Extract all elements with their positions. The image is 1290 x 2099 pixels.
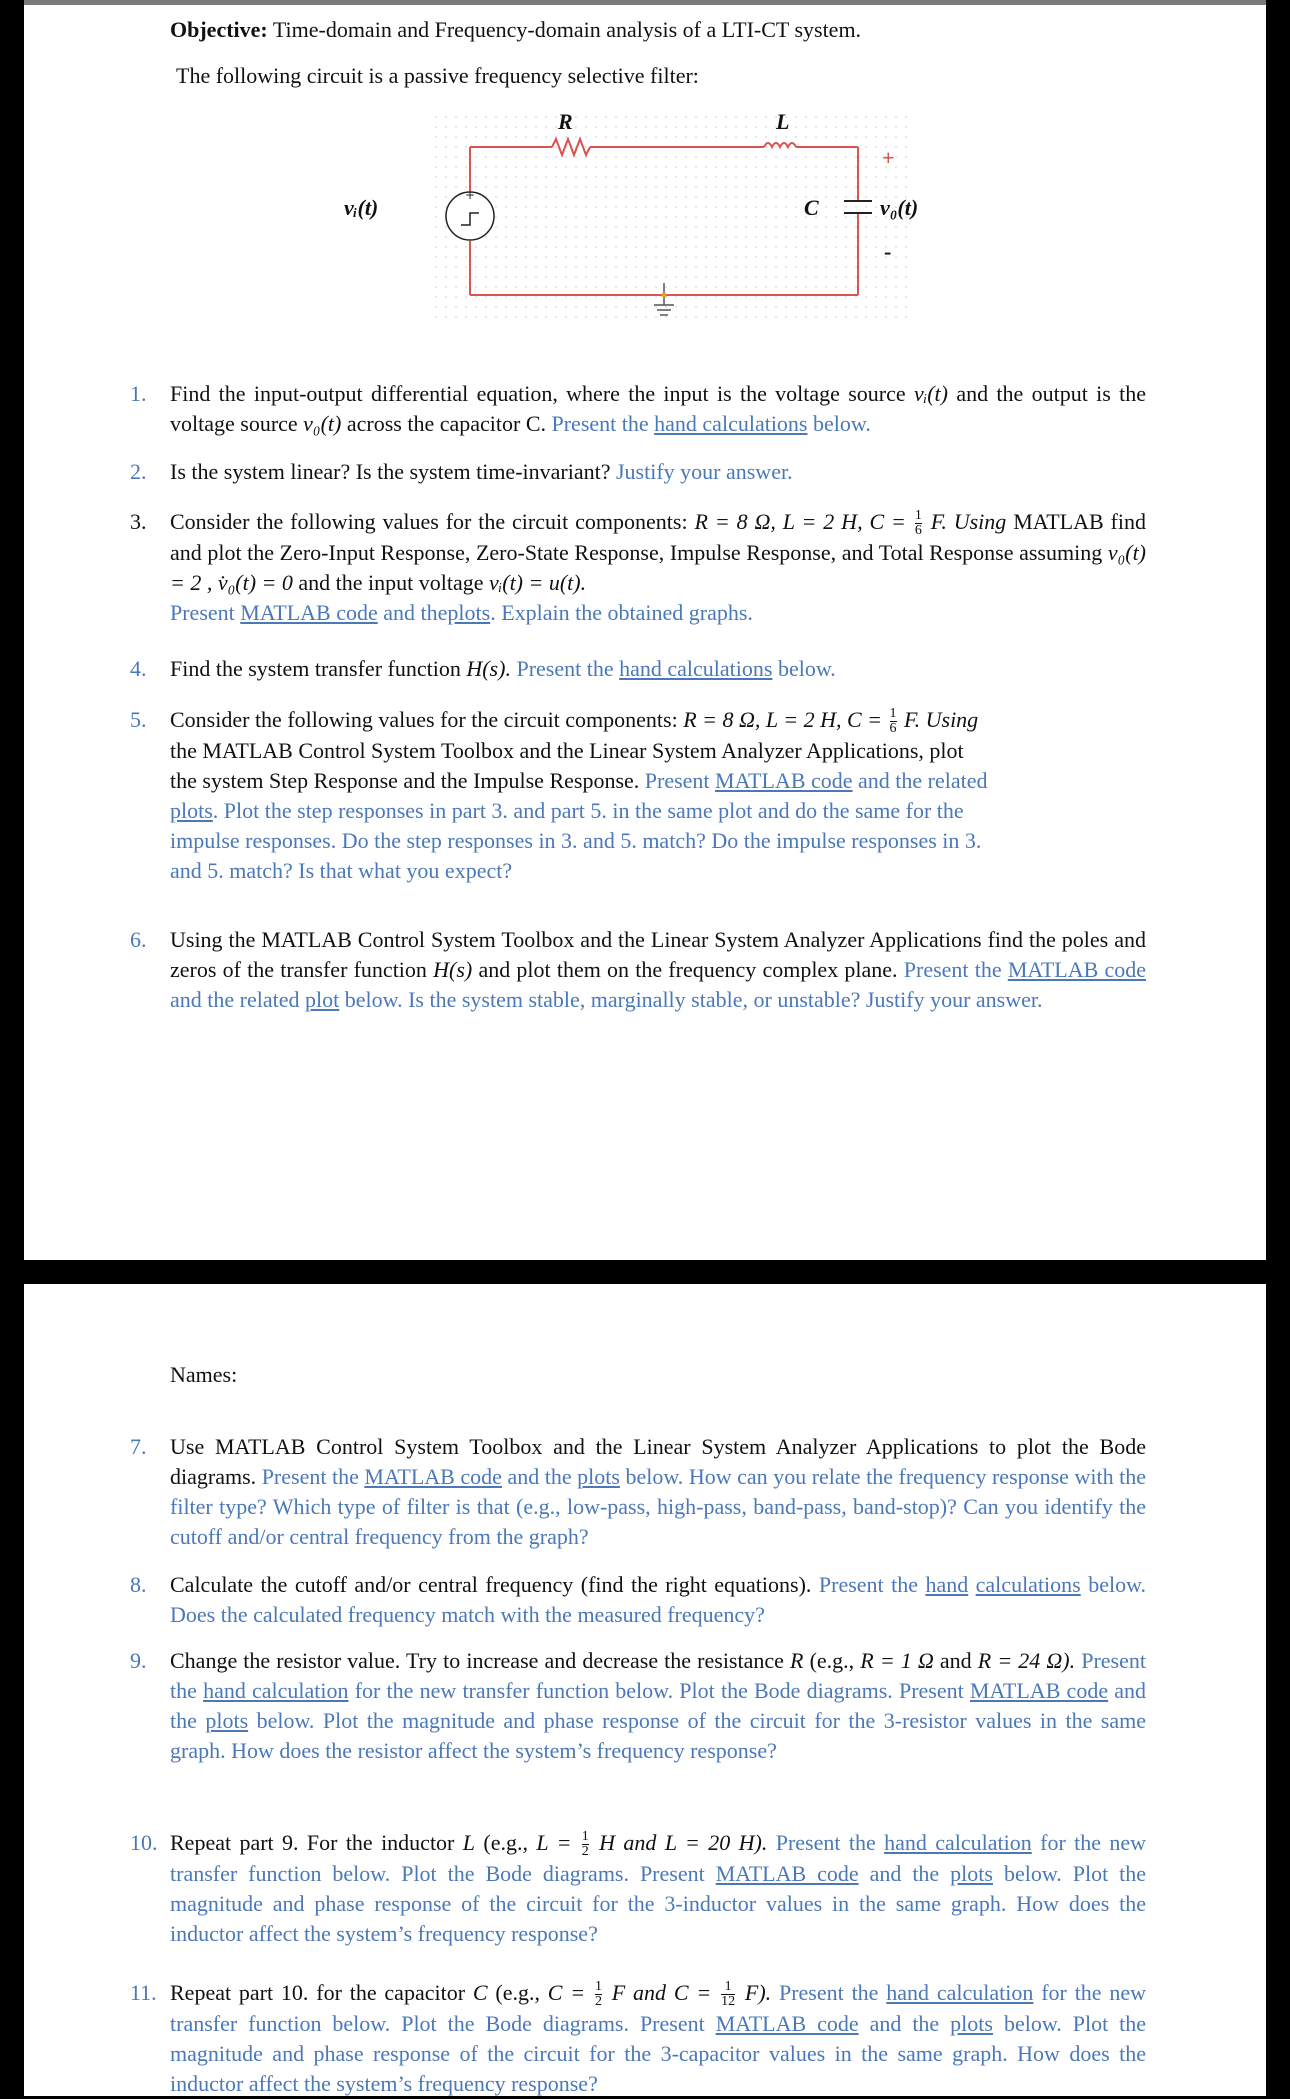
question-8 <box>130 1570 1147 1630</box>
q3-text-d: and the input voltage <box>298 570 484 596</box>
q10-unit-and: H and <box>599 1830 657 1855</box>
q10-text-a: Repeat part 9. For the inductor <box>170 1830 455 1855</box>
q11-matlab-code-link[interactable]: MATLAB code <box>715 2011 859 2037</box>
q10-text-k: the same graph. How does the inductor affect the system’s frequency response? <box>170 1891 1147 1947</box>
q6-text-a: Using the MATLAB Control System Toolbox and the Linear System Analyzer Applications <box>170 927 982 952</box>
input-voltage-label: vᵢ(t) <box>344 195 379 220</box>
svg-text:+: + <box>464 188 476 202</box>
q10-l-low: L = <box>536 1830 572 1855</box>
q10-matlab-code-link[interactable]: MATLAB code <box>715 1861 859 1887</box>
q9-hand-calc-link[interactable]: hand calculation <box>203 1678 349 1703</box>
q8-hand-link[interactable]: hand <box>925 1572 969 1597</box>
q2-justify: Justify your answer. <box>615 459 793 484</box>
q11-text-k: below. Plot the magnitude and phase response of the circuit for the 3-capacitor values in <box>170 2011 1147 2067</box>
q1-text-d: across the capacitor C. <box>346 411 546 436</box>
q5-text-b: the MATLAB Control System Toolbox and the Linear System Analyzer Applications, plot <box>170 738 964 764</box>
q7-text-g: below. How can you relate the <box>625 1464 893 1489</box>
question-number: 3. <box>130 509 147 534</box>
objective-label: Objective: <box>170 17 268 42</box>
q11-c-second: C = <box>673 1980 712 2005</box>
q1-input-symbol: vᵢ(t) <box>913 381 948 406</box>
q1-hand-calc-link[interactable]: hand calculations <box>654 411 808 436</box>
q5-component-values: R = 8 Ω, L = 2 H, C = <box>683 707 883 732</box>
question-number: 6. <box>130 927 147 952</box>
question-9 <box>130 1646 1147 1766</box>
q6-text-c: and plot them on the frequency complex <box>478 957 839 982</box>
question-11 <box>130 1978 1147 2099</box>
question-2 <box>130 457 1146 487</box>
q4-text-a: Find the system transfer function <box>170 656 461 681</box>
q11-text-a: Repeat part 10. for the capacitor <box>170 1980 466 2005</box>
q10-and-the: and the <box>869 1861 940 1887</box>
q9-eg: (e.g., <box>809 1648 855 1673</box>
q11-eg: (e.g., <box>495 1980 540 2005</box>
q11-unit-and: F and <box>611 1980 667 2005</box>
q8-text-a: Calculate the cutoff and/or central frequency (find the right equations). <box>170 1572 812 1597</box>
q5-text-h: . Plot the step responses in part 3. and part 5. in the same plot and do the same for the <box>212 798 964 824</box>
objective-text: Time-domain and Frequency-domain analysis of a LTI-CT system. <box>272 17 862 42</box>
q4-transfer-function: H(s). <box>466 656 511 681</box>
q10-hand-calc-link[interactable]: hand calculation <box>884 1830 1032 1855</box>
document-page-1 <box>24 0 1266 1260</box>
rlc-circuit-diagram <box>434 115 934 335</box>
q3-explain: . Explain the obtained graphs. <box>490 600 753 626</box>
capacitor-label: C <box>804 195 819 220</box>
q3-initial-conditions: v₀(t) = 2 , v̇₀(t) = 0 <box>170 540 1147 596</box>
q10-fraction: $\frac{1}{2}$ <box>581 1829 589 1860</box>
q8-text-e: below. Does the calculated frequency match with the measured frequency? <box>170 1572 1147 1627</box>
q7-and-the: and the <box>507 1464 572 1489</box>
q3-component-values: R = 8 Ω, L = 2 H, C = <box>694 509 906 534</box>
q9-r-symbol: R <box>790 1648 804 1673</box>
q11-text-l: the same graph. How does the inductor affect the system’s frequency response? <box>170 2041 1146 2097</box>
q3-plots-link[interactable]: plots <box>447 600 491 626</box>
q1-below: below. <box>813 411 871 436</box>
q6-text-j: stable, or unstable? Justify your answer. <box>691 987 1043 1012</box>
q11-fraction-2: $\frac{1}{12}$ <box>721 1979 736 2010</box>
question-4 <box>130 654 1146 684</box>
q7-text-b: the Bode diagrams. <box>170 1434 1146 1489</box>
q11-text-g: for the new transfer function below. Plot the Bode diagrams. Present <box>170 1980 1147 2037</box>
q1-text-b: and the <box>956 381 1024 406</box>
question-6 <box>130 925 1146 1015</box>
question-3 <box>130 507 1147 628</box>
q3-unit: F. Using <box>930 509 1007 534</box>
resistor-label: R <box>558 109 573 134</box>
q9-present: Present the <box>170 1648 1146 1703</box>
q11-and-the: and the <box>869 2011 940 2037</box>
q5-and-related: and the related <box>858 768 988 794</box>
q5-text-a: Consider the following values for the circuit components: <box>170 707 678 732</box>
question-number: 11. <box>130 1980 157 2005</box>
q6-plot-link[interactable]: plot <box>305 987 340 1012</box>
q9-plots-link[interactable]: plots <box>205 1708 249 1733</box>
q5-unit: F. Using <box>904 707 979 732</box>
q9-text-f: for the new transfer function below. Plot the Bode <box>354 1678 801 1703</box>
q6-text-d: plane. <box>844 957 898 982</box>
q11-hand-calc-link[interactable]: hand calculation <box>886 1980 1034 2005</box>
question-1 <box>130 379 1147 439</box>
q9-text-g: diagrams. Present <box>806 1678 964 1703</box>
q6-text-i: below. Is the system stable, marginally <box>344 987 686 1012</box>
q4-hand-calc-link[interactable]: hand calculations <box>619 656 773 681</box>
q7-plots-link[interactable]: plots <box>577 1464 620 1489</box>
q9-r-high: R = 24 Ω). <box>977 1648 1076 1673</box>
q1-text-a: Find the input-output differential equation, where the input is the voltage source <box>170 381 906 406</box>
q9-text-l: of the circuit for the 3-resistor values in the same graph. How does the resistor affect the <box>170 1708 1147 1763</box>
q1-output-symbol: v₀(t) <box>303 411 342 436</box>
q4-present: Present the <box>516 656 614 681</box>
q5-text-c: the system Step Response and the Impulse Response. <box>170 768 640 794</box>
q10-present: Present the <box>775 1830 876 1855</box>
names-label: Names: <box>170 1362 238 1387</box>
question-number: 4. <box>130 656 147 681</box>
q11-plots-link[interactable]: plots <box>950 2011 993 2037</box>
q6-and-related: and the related <box>170 987 300 1012</box>
q5-fraction: $\frac{1}{6}$ <box>889 706 897 737</box>
q3-fraction: $\frac{1}{6}$ <box>914 508 922 539</box>
q7-text-h: frequency response with the filter type? Which type of filter is that (e.g., low-pass, high-pass, <box>170 1464 1146 1519</box>
q8-calculations-link[interactable]: calculations <box>975 1572 1081 1597</box>
q9-text-m: system’s frequency response? <box>515 1738 777 1763</box>
q11-c-first: C = <box>547 1980 586 2005</box>
q5-present: Present <box>644 768 710 794</box>
q4-below: below. <box>777 656 836 681</box>
q10-plots-link[interactable]: plots <box>950 1861 993 1887</box>
q6-present: Present the <box>903 957 1002 982</box>
q9-matlab-code-link[interactable]: MATLAB code <box>969 1678 1109 1703</box>
output-minus-sign: - <box>884 239 892 264</box>
q5-text-j: and 5. match? Is that what you expect? <box>170 858 513 884</box>
question-number: 8. <box>130 1572 147 1597</box>
question-number: 5. <box>130 707 147 732</box>
question-number: 9. <box>130 1648 147 1673</box>
q3-text-b: MATLAB find and plot the Zero-Input Response, Zero-State Response, Impulse Response, <box>170 509 1146 566</box>
q11-fraction-1: $\frac{1}{2}$ <box>594 1979 602 2010</box>
question-number: 1. <box>130 381 147 406</box>
question-5 <box>130 705 1146 886</box>
q7-text-a: Use MATLAB Control System Toolbox and the Linear System Analyzer Applications to plot <box>170 1434 1052 1459</box>
q6-transfer-function: H(s) <box>433 957 473 982</box>
q5-plots-link[interactable]: plots <box>170 798 213 824</box>
question-10 <box>130 1828 1147 1949</box>
q8-present: Present the <box>818 1572 918 1597</box>
output-voltage-label: v₀(t) <box>880 195 919 220</box>
q3-and-the: and the <box>383 600 448 626</box>
q10-text-f: for the new transfer function below. Plot the Bode diagrams. Present <box>170 1830 1147 1887</box>
q9-and-the: and the <box>170 1678 1147 1733</box>
document-page-2 <box>24 1284 1266 2096</box>
q10-text-j: below. Plot the magnitude and phase response of the circuit for the 3-inductor values in <box>170 1861 1147 1917</box>
question-number: 7. <box>130 1434 147 1459</box>
q10-eg: (e.g., <box>483 1830 528 1855</box>
question-number: 10. <box>130 1830 158 1855</box>
q3-input: vᵢ(t) = u(t). <box>489 570 587 596</box>
q11-c-symbol: C <box>472 1980 488 2005</box>
q1-text-c: output is the voltage source <box>170 381 1147 436</box>
q9-r-low: R = 1 Ω <box>860 1648 934 1673</box>
q7-text-i: band-pass, band-stop)? Can you identify the cutoff and/or central frequency from the graph? <box>170 1494 1147 1549</box>
intro-text: The following circuit is a passive frequency selective filter: <box>176 63 699 88</box>
q3-text-c: and Total Response assuming <box>841 540 1103 566</box>
q3-text-a: Consider the following values for the circuit components: <box>170 509 688 534</box>
question-7 <box>130 1432 1147 1552</box>
q6-text-b: find the poles and zeros of the transfer function <box>170 927 1146 982</box>
inductor-label: L <box>776 109 790 134</box>
q2-text: Is the system linear? Is the system time-invariant? <box>170 459 611 484</box>
q9-text-a: Change the resistor value. Try to increase and decrease the resistance <box>170 1648 784 1673</box>
q11-unit-close: F). <box>744 1980 772 2005</box>
q1-present: Present the <box>551 411 649 436</box>
q5-matlab-code-link[interactable]: MATLAB code <box>715 768 853 794</box>
q10-l-high: L = 20 H). <box>664 1830 768 1855</box>
output-plus-sign: + <box>882 145 895 170</box>
q6-matlab-code-link[interactable]: MATLAB code <box>1007 957 1146 982</box>
q3-present: Present <box>170 600 235 626</box>
q9-and: and <box>939 1648 972 1673</box>
q7-present: Present the <box>261 1464 359 1489</box>
q9-text-k: below. Plot the magnitude and phase response <box>256 1708 680 1733</box>
q11-present: Present the <box>778 1980 879 2005</box>
objective-line <box>170 15 861 45</box>
question-number: 2. <box>130 459 147 484</box>
q3-matlab-code-link[interactable]: MATLAB code <box>240 600 378 626</box>
q10-l-symbol: L <box>462 1830 476 1855</box>
q5-text-i: impulse responses. Do the step responses in 3. and 5. match? Do the impulse responses in 3. <box>170 828 982 854</box>
q7-matlab-code-link[interactable]: MATLAB code <box>364 1464 502 1489</box>
